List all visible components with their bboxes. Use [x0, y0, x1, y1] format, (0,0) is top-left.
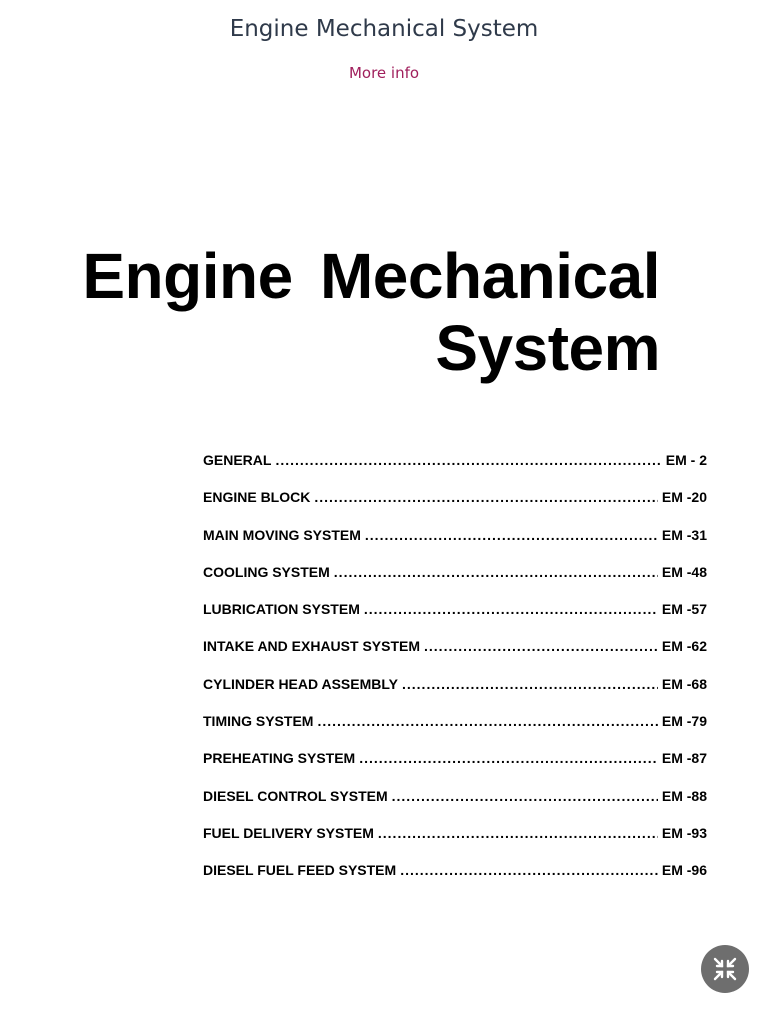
toc-leader-dots — [365, 527, 658, 543]
toc-leader-dots — [364, 601, 658, 617]
toc-entry-label: DIESEL CONTROL SYSTEM — [203, 787, 388, 804]
toc-entry-label: CYLINDER HEAD ASSEMBLY — [203, 675, 398, 692]
toc-entry-label: FUEL DELIVERY SYSTEM — [203, 824, 374, 841]
table-of-contents — [203, 452, 707, 900]
more-info-link[interactable]: More info — [348, 64, 420, 82]
toc-leader-dots — [334, 564, 658, 580]
toc-entry-label: INTAKE AND EXHAUST SYSTEM — [203, 638, 421, 655]
toc-leader-dots — [400, 862, 658, 878]
toc-entry-page: EM - 2 — [665, 452, 707, 468]
toc-entry-page: EM -62 — [661, 638, 707, 655]
toc-entry-label: MAIN MOVING SYSTEM — [203, 526, 361, 543]
toc-entry — [203, 527, 707, 564]
toc-entry — [203, 564, 707, 601]
toc-leader-dots — [275, 452, 661, 468]
toc-entry — [203, 750, 707, 787]
toc-leader-dots — [378, 825, 658, 841]
toc-leader-dots — [392, 788, 658, 804]
toc-leader-dots — [359, 750, 658, 766]
toc-entry-label: LUBRICATION SYSTEM — [203, 601, 360, 618]
toc-leader-dots — [317, 713, 657, 729]
toc-entry-page: EM -93 — [661, 824, 707, 841]
toc-entry-page: EM -96 — [661, 862, 707, 879]
page-title: Engine Mechanical System — [229, 16, 539, 42]
toc-leader-dots — [402, 676, 658, 692]
toc-entry-label: DIESEL FUEL FEED SYSTEM — [203, 862, 397, 879]
toc-entry-page: EM -88 — [661, 787, 707, 804]
toc-entry — [203, 452, 707, 489]
document-title-line-2: System — [435, 312, 660, 384]
collapse-button[interactable] — [701, 945, 749, 993]
toc-entry — [203, 713, 707, 750]
toc-entry-page: EM -68 — [661, 675, 707, 692]
toc-entry-label: COOLING SYSTEM — [203, 563, 330, 580]
toc-entry-page: EM -48 — [661, 563, 707, 580]
toc-leader-dots — [314, 489, 658, 505]
document-title-line-1: Engine Mechanical — [82, 240, 660, 312]
toc-entry-label: GENERAL — [203, 452, 272, 468]
toc-entry-page: EM -87 — [661, 750, 707, 767]
toc-entry — [203, 788, 707, 825]
toc-entry — [203, 638, 707, 675]
toc-entry-label: ENGINE BLOCK — [203, 489, 311, 506]
toc-entry — [203, 825, 707, 862]
collapse-arrows-icon — [712, 956, 738, 982]
toc-entry — [203, 862, 707, 899]
toc-entry — [203, 676, 707, 713]
toc-entry — [203, 601, 707, 638]
toc-entry-label: PREHEATING SYSTEM — [203, 750, 356, 767]
toc-entry-page: EM -31 — [661, 526, 707, 543]
toc-entry-label: TIMING SYSTEM — [203, 713, 314, 730]
toc-entry-page: EM -79 — [661, 713, 707, 730]
toc-entry-page: EM -57 — [661, 601, 707, 618]
toc-entry-page: EM -20 — [661, 489, 707, 506]
document-title — [82, 240, 660, 384]
toc-entry — [203, 489, 707, 526]
toc-leader-dots — [424, 638, 658, 654]
